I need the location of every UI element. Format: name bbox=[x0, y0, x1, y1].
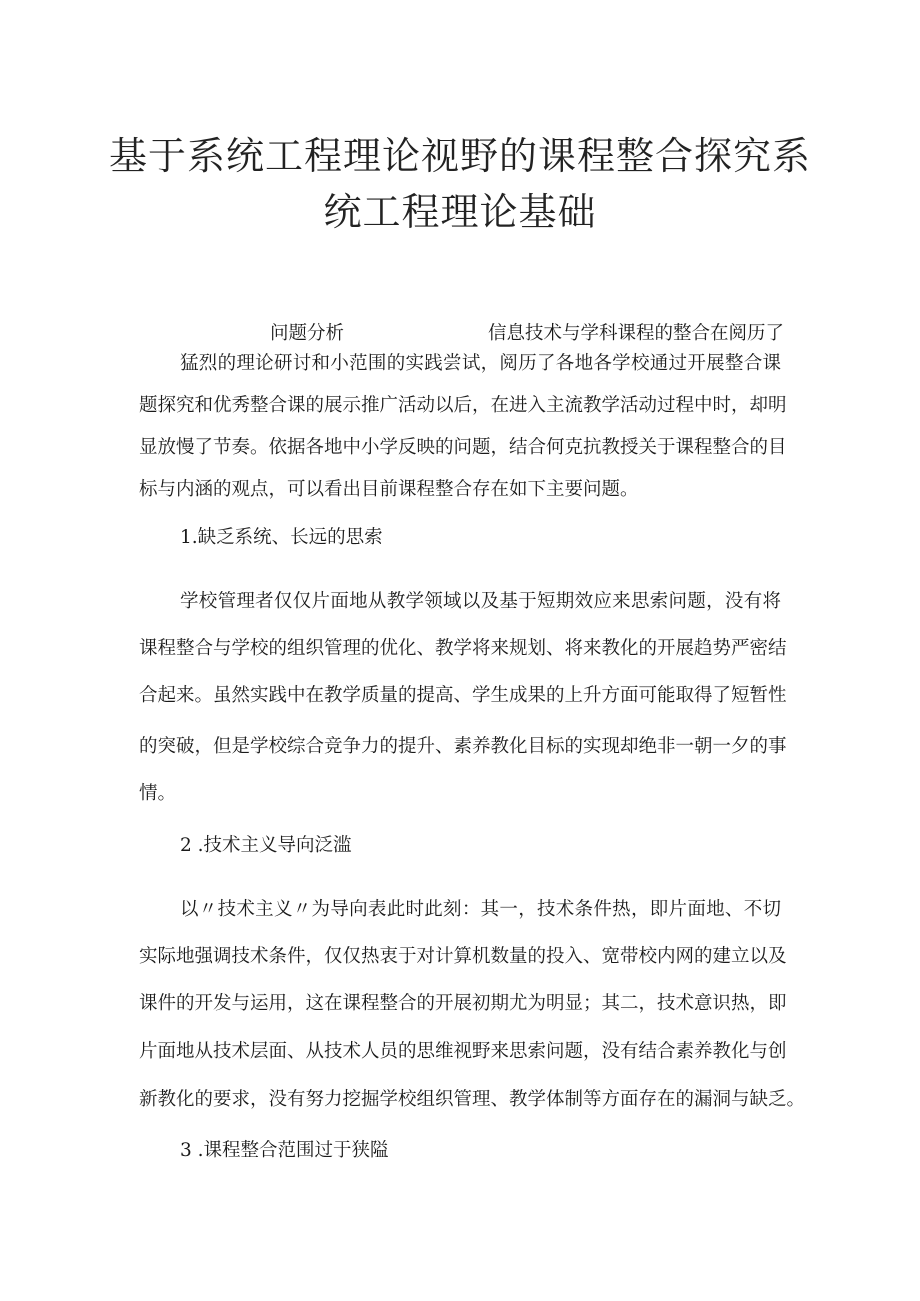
section-2-line: 新教化的要求，没有努力挖掘学校组织管理、教学体制等方面存在的漏洞与缺乏。 bbox=[139, 1089, 806, 1110]
section-2-line: 以〃技术主义〃为导向表此时此刻：其一，技术条件热，即片面地、不切 bbox=[180, 899, 781, 920]
section-2-line: 课件的开发与运用，这在课程整合的开展初期尤为明显；其二，技术意识热，即 bbox=[139, 993, 787, 1014]
intro-label: 问题分析 bbox=[270, 323, 345, 344]
document-title-line-1: 基于系统工程理论视野的课程整合探究系 bbox=[108, 134, 811, 178]
document-title-line-2: 统工程理论基础 bbox=[323, 190, 597, 234]
section-2-line: 片面地从技术层面、从技术人员的思维视野来思索问题，没有结合素养教化与创 bbox=[139, 1041, 787, 1062]
section-2-line: 实际地强调技术条件，仅仅热衷于对计算机数量的投入、宽带校内网的建立以及 bbox=[139, 946, 787, 967]
intro-first-line: 信息技术与学科课程的整合在阅历了 bbox=[488, 323, 785, 344]
section-heading-2: 2 .技术主义导向泛滥 bbox=[180, 835, 352, 856]
section-1-line: 情。 bbox=[139, 783, 177, 804]
intro-line: 显放慢了节奏。依据各地中小学反映的问题，结合何克抗教授关于课程整合的目 bbox=[139, 437, 787, 458]
section-1-line: 学校管理者仅仅片面地从教学领域以及基于短期效应来思索问题，没有将 bbox=[180, 591, 781, 612]
section-1-line: 合起来。虽然实践中在教学质量的提高、学生成果的上升方面可能取得了短暂性 bbox=[139, 685, 787, 706]
intro-line: 题探究和优秀整合课的展示推广活动以后，在进入主流教学活动过程中时，却明 bbox=[139, 395, 787, 416]
section-heading-3: 3 .课程整合范围过于狭隘 bbox=[180, 1140, 389, 1161]
intro-line: 猛烈的理论研讨和小范围的实践尝试，阅历了各地各学校通过开展整合课 bbox=[180, 353, 781, 374]
section-1-line: 的突破，但是学校综合竞争力的提升、素养教化目标的实现却绝非一朝一夕的事 bbox=[139, 736, 787, 757]
section-heading-1: 1.缺乏系统、长远的思索 bbox=[180, 527, 383, 548]
section-1-line: 课程整合与学校的组织管理的优化、教学将来规划、将来教化的开展趋势严密结 bbox=[139, 638, 787, 659]
intro-line: 标与内涵的观点，可以看出目前课程整合存在如下主要问题。 bbox=[139, 479, 639, 500]
